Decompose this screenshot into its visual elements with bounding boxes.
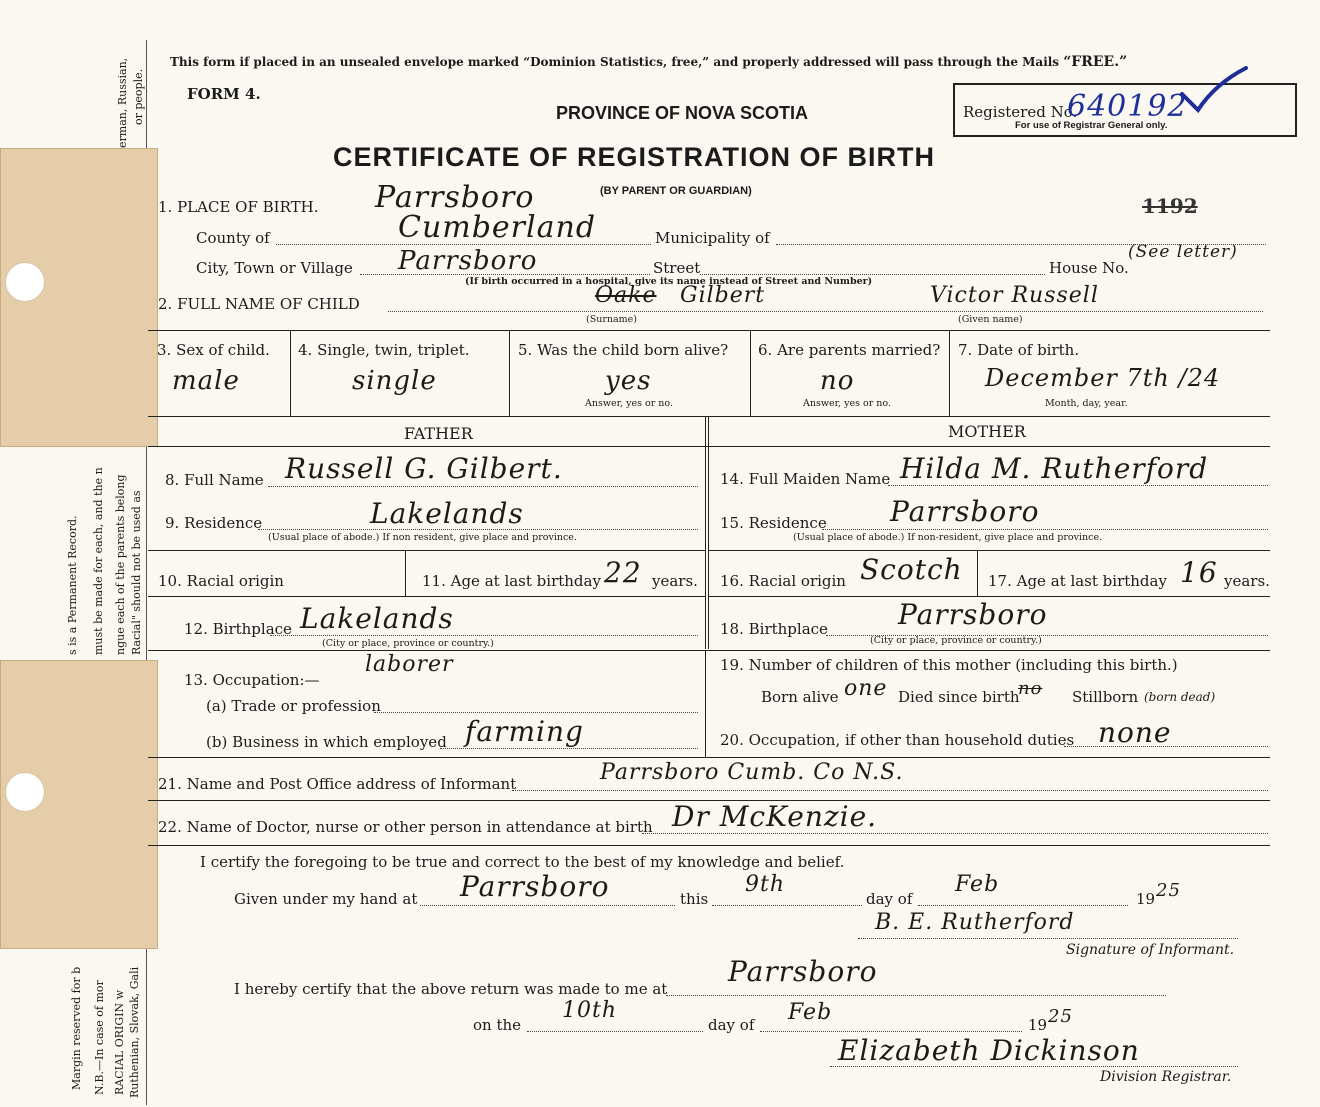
informant-value: Parrsboro Cumb. Co N.S.	[600, 760, 904, 785]
checkmark-icon	[1180, 64, 1250, 114]
died-label: Died since birth	[898, 688, 1020, 706]
stillborn-note: (born dead)	[1144, 690, 1216, 704]
registrar-day-label: day of	[708, 1016, 755, 1034]
mother-age-value: 16	[1180, 556, 1218, 589]
place-of-birth-value: Parrsboro	[375, 180, 535, 215]
rule	[708, 596, 1270, 597]
father-residence-note: (Usual place of abode.) If non resident, give place and province.	[268, 532, 577, 543]
margin-text: erman, Russian,	[116, 57, 129, 148]
registrar-year-prefix: 19	[1028, 1016, 1048, 1034]
municipality-label: Municipality of	[655, 229, 770, 247]
informant-signature: B. E. Rutherford	[875, 910, 1075, 935]
registrar-place-value: Parrsboro	[728, 955, 878, 988]
margin-text: ngue each of the parents belong	[114, 474, 127, 655]
street-line	[700, 274, 1045, 275]
column-divider	[705, 650, 706, 757]
business-value: farming	[465, 715, 584, 748]
stillborn-label: Stillborn	[1072, 688, 1139, 706]
certify-day-label: day of	[866, 890, 913, 908]
line	[712, 905, 862, 906]
certify-day-value: 9th	[745, 872, 786, 897]
line	[270, 635, 698, 636]
mother-residence-note: (Usual place of abode.) If non-resident, give place and province.	[793, 532, 1103, 543]
registered-label: Registered No.	[963, 103, 1078, 121]
certify-month-value: Feb	[955, 872, 1000, 897]
mother-residence-value: Parrsboro	[890, 495, 1040, 528]
father-occupation-label: 13. Occupation:—	[184, 671, 320, 689]
parents-married-label: 6. Are parents married?	[758, 341, 941, 359]
rule	[290, 330, 291, 416]
margin-text: s is a Permanent Record.	[66, 515, 79, 655]
rule	[148, 550, 705, 551]
given-under-label: Given under my hand at	[234, 890, 418, 908]
margin-text: Ruthenian, Slovak, Gali	[128, 966, 141, 1098]
mother-racial-value: Scotch	[860, 553, 963, 586]
sex-value: male	[172, 366, 240, 396]
house-label: House No.	[1049, 259, 1129, 277]
mother-birthplace-label: 18. Birthplace	[720, 620, 828, 638]
mother-name-value: Hilda M. Rutherford	[900, 452, 1209, 485]
doctor-label: 22. Name of Doctor, nurse or other person in attendance at birth	[158, 818, 653, 836]
mother-birthplace-value: Parrsboro	[898, 598, 1048, 631]
rule	[148, 446, 1270, 447]
column-divider	[708, 416, 709, 649]
registrar-signature: Elizabeth Dickinson	[838, 1034, 1140, 1067]
mother-residence-label: 15. Residence	[720, 514, 827, 532]
city-label: City, Town or Village	[196, 259, 353, 277]
rule	[949, 330, 950, 416]
mail-note: This form if placed in an unsealed envelope marked “Dominion Statistics, free,” and properly addressed will pass through the Mails “FREE.”	[170, 54, 1128, 70]
rule	[750, 330, 751, 416]
father-age-label: 11. Age at last birthday	[422, 572, 601, 590]
rule	[148, 845, 1270, 846]
certify-year-value: 25	[1156, 880, 1181, 901]
mother-occupation-label: 20. Occupation, if other than household duties	[720, 731, 1075, 749]
surname-note: (Surname)	[586, 314, 637, 325]
county-value: Cumberland	[398, 210, 597, 245]
father-birthplace-label: 12. Birthplace	[184, 620, 292, 638]
doctor-value: Dr McKenzie.	[672, 800, 878, 833]
father-racial-label: 10. Racial origin	[158, 572, 284, 590]
rule	[148, 416, 1270, 417]
column-divider	[705, 416, 706, 649]
father-name-value: Russell G. Gilbert.	[285, 452, 563, 485]
father-years: years.	[652, 572, 698, 590]
certify-year-prefix: 19	[1136, 890, 1156, 908]
child-name-line	[388, 311, 1263, 312]
registrar-note: For use of Registrar General only.	[1015, 120, 1168, 131]
registrar-day-value: 10th	[562, 998, 618, 1023]
child-surname-struck: Oake	[595, 283, 657, 308]
registrar-signature-label: Division Registrar.	[1100, 1069, 1232, 1085]
rule	[509, 330, 510, 416]
mother-heading: MOTHER	[948, 422, 1026, 441]
line	[512, 790, 1268, 791]
rule	[405, 550, 406, 596]
born-alive-count-label: Born alive	[761, 688, 839, 706]
mother-birthplace-note: (City or place, province or country.)	[870, 635, 1042, 646]
parents-married-note: Answer, yes or no.	[803, 398, 892, 409]
date-of-birth-note: Month, day, year.	[1045, 398, 1128, 409]
city-value: Parrsboro	[398, 246, 538, 276]
line	[666, 995, 1166, 996]
certificate-subtitle: (BY PARENT OR GUARDIAN)	[600, 185, 752, 197]
county-label: County of	[196, 229, 270, 247]
line	[822, 529, 1268, 530]
this-label: this	[680, 890, 709, 908]
informant-signature-label: Signature of Informant.	[1066, 942, 1235, 958]
father-occupation-value: laborer	[365, 652, 454, 677]
province-title: PROVINCE OF NOVA SCOTIA	[556, 103, 809, 123]
form-label: FORM 4.	[187, 85, 261, 103]
born-alive-label: 5. Was the child born alive?	[518, 341, 729, 359]
father-heading: FATHER	[404, 424, 473, 443]
registrar-month-value: Feb	[788, 1000, 833, 1025]
child-given-name: Victor Russell	[930, 283, 1099, 308]
mother-name-label: 14. Full Maiden Name	[720, 470, 891, 488]
informant-label: 21. Name and Post Office address of Informant	[158, 775, 517, 793]
stamp-number: 1192	[1142, 194, 1198, 218]
certify-statement: I certify the foregoing to be true and correct to the best of my knowledge and belief.	[200, 853, 845, 871]
date-of-birth-value: December 7th /24	[985, 364, 1221, 392]
father-residence-label: 9. Residence	[165, 514, 263, 532]
given-place-value: Parrsboro	[460, 870, 610, 903]
line	[830, 1066, 1238, 1067]
registrar-year-value: 25	[1048, 1006, 1073, 1027]
died-value: no	[1018, 678, 1043, 699]
multiplicity-value: single	[352, 366, 437, 396]
born-alive-note: Answer, yes or no.	[585, 398, 674, 409]
children-count-label: 19. Number of children of this mother (including this birth.)	[720, 656, 1178, 674]
margin-text: RACIAL ORIGIN w	[113, 989, 126, 1095]
margin-text: Margin reserved for b	[70, 966, 83, 1090]
born-alive-count-value: one	[844, 676, 888, 701]
punch-hole	[5, 772, 45, 812]
hospital-note: (If birth occurred in a hospital, give its name instead of Street and Number)	[465, 276, 873, 287]
registered-number: 640192	[1067, 89, 1188, 124]
rule	[977, 550, 978, 596]
margin-text: or people.	[132, 68, 145, 125]
certificate-title: CERTIFICATE OF REGISTRATION OF BIRTH	[333, 142, 935, 172]
father-age-value: 22	[604, 556, 642, 589]
margin-text: Racial" should not be used as	[130, 490, 143, 655]
line	[858, 938, 1238, 939]
business-label: (b) Business in which employed	[206, 733, 447, 751]
mother-age-label: 17. Age at last birthday	[988, 572, 1167, 590]
father-birthplace-note: (City or place, province or country.)	[322, 638, 494, 649]
mother-years: years.	[1224, 572, 1270, 590]
rule	[148, 596, 705, 597]
place-of-birth-label: 1. PLACE OF BIRTH.	[158, 198, 319, 216]
mother-racial-label: 16. Racial origin	[720, 572, 846, 590]
margin-text: must be made for each, and the n	[92, 467, 105, 655]
line	[888, 485, 1268, 486]
punch-hole	[5, 262, 45, 302]
trade-label: (a) Trade or profession	[206, 697, 381, 715]
child-name-label: 2. FULL NAME OF CHILD	[158, 295, 360, 313]
father-residence-value: Lakelands	[370, 497, 524, 530]
line	[527, 1031, 703, 1032]
street-label: Street	[653, 259, 701, 277]
parents-married-value: no	[820, 366, 855, 396]
line	[268, 486, 698, 487]
mother-occupation-value: none	[1098, 716, 1172, 749]
father-birthplace-value: Lakelands	[300, 602, 454, 635]
rule	[708, 550, 1270, 551]
house-value: (See letter)	[1128, 242, 1238, 262]
given-note: (Given name)	[958, 314, 1023, 325]
margin-text: N.B.—In case of mor	[93, 980, 106, 1095]
date-of-birth-label: 7. Date of birth.	[958, 341, 1080, 359]
father-name-label: 8. Full Name	[165, 471, 264, 489]
line	[420, 905, 675, 906]
on-the-label: on the	[473, 1016, 522, 1034]
line	[374, 712, 698, 713]
registrar-statement: I hereby certify that the above return was made to me at	[234, 980, 668, 998]
rule	[148, 650, 1270, 651]
child-surname: Gilbert	[680, 283, 766, 308]
line	[642, 833, 1268, 834]
rule	[148, 330, 1270, 331]
line	[440, 748, 698, 749]
sex-label: 3. Sex of child.	[157, 341, 270, 359]
multiplicity-label: 4. Single, twin, triplet.	[298, 341, 470, 359]
rule	[148, 757, 1270, 758]
line	[918, 905, 1128, 906]
line	[760, 1031, 1022, 1032]
born-alive-value: yes	[605, 366, 652, 396]
